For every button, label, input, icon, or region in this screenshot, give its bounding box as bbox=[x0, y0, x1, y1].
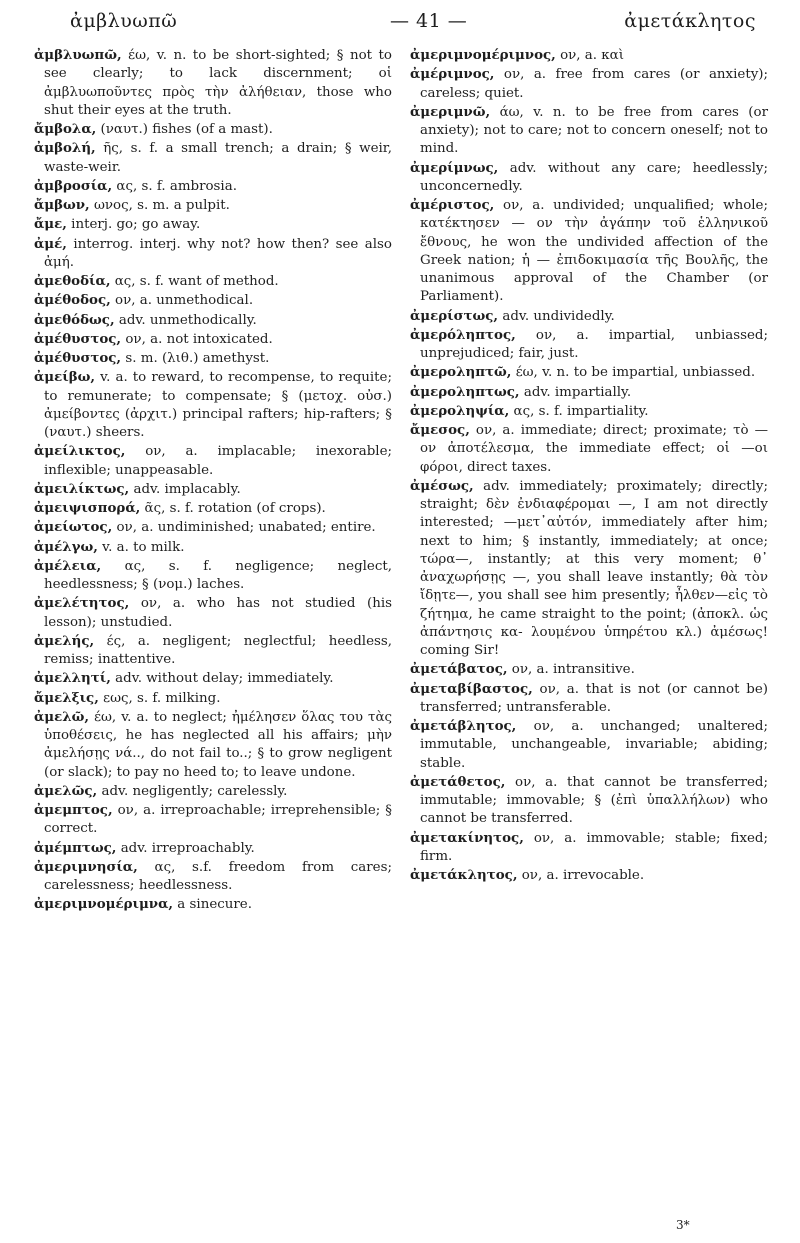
dictionary-entry bbox=[34, 235, 392, 273]
dictionary-entry bbox=[410, 65, 768, 103]
entry-definition: ές, a. negligent; neglectful; heedless, remiss; inattentive. bbox=[44, 633, 392, 667]
entry-headword: ἀμέθυστος, bbox=[34, 330, 122, 347]
entry-headword: ἀμείωτος, bbox=[34, 519, 113, 536]
dictionary-entry bbox=[410, 402, 768, 421]
dictionary-entry bbox=[34, 139, 392, 177]
dictionary-entry bbox=[34, 518, 392, 537]
entry-definition: adv. without any care; heedlessly; unconcernedly. bbox=[420, 160, 768, 194]
entry-definition: ον, a. who has not studied (his lesson); unstudied. bbox=[44, 596, 392, 630]
dictionary-entry bbox=[34, 689, 392, 708]
entry-definition: interj. go; go away. bbox=[66, 217, 201, 233]
entry-definition: ον, a. καὶ bbox=[555, 48, 624, 63]
entry-headword: ἄμεσος, bbox=[410, 422, 470, 438]
entry-headword: ἀμεροληψία, bbox=[410, 402, 510, 419]
entry-definition: ον, a. immovable; stable; fixed; firm. bbox=[420, 830, 768, 864]
entry-headword: ἀμβλυωπῶ, bbox=[34, 47, 122, 63]
entry-definition: ον, a. undiminished; unabated; entire. bbox=[112, 520, 376, 536]
dictionary-entry bbox=[410, 866, 768, 885]
entry-definition: ας, s. f. negligence; neglect, heedlessness; § (νομ.) laches. bbox=[44, 558, 392, 592]
entry-definition: ας, s. f. want of method. bbox=[110, 274, 279, 289]
entry-definition: adv. irreproachably. bbox=[116, 840, 255, 856]
entry-definition: άω, v. n. to be free from cares (or anxiety); not to care; not to concern oneself; not to mind. bbox=[420, 104, 768, 157]
dictionary-entry bbox=[34, 272, 392, 291]
entry-headword: ἀμελής, bbox=[34, 632, 95, 649]
entry-headword: ἀμετάκλητος, bbox=[410, 867, 518, 883]
page-header bbox=[34, 0, 768, 46]
entry-headword: ἀμελέτητος, bbox=[34, 595, 130, 612]
entry-definition: ον, a. unmethodical. bbox=[110, 293, 254, 309]
dictionary-entry bbox=[34, 594, 392, 632]
dictionary-entry bbox=[34, 895, 392, 914]
entry-headword: ἀμέμπτως, bbox=[34, 839, 117, 856]
dictionary-entry bbox=[410, 421, 768, 477]
dictionary-entry bbox=[410, 829, 768, 867]
dictionary-entry bbox=[410, 196, 768, 307]
entry-headword: ἀμείβω, bbox=[34, 369, 96, 386]
dictionary-entry bbox=[410, 326, 768, 364]
dictionary-entry bbox=[410, 46, 768, 65]
dictionary-entry bbox=[34, 538, 392, 557]
dictionary-entry bbox=[34, 215, 392, 234]
signature-mark: 3* bbox=[676, 1218, 690, 1232]
dictionary-entry bbox=[34, 291, 392, 310]
entry-definition: adv. undividedly. bbox=[498, 308, 615, 324]
dictionary-entry bbox=[34, 368, 392, 442]
entry-definition: ᾶς, s. f. rotation (of crops). bbox=[140, 501, 326, 516]
entry-headword: ἀμεριμνησία, bbox=[34, 858, 138, 875]
entry-headword: ἀμείλικτος, bbox=[34, 443, 126, 460]
entry-definition: ας, s. f. impartiality. bbox=[509, 403, 649, 419]
entry-definition: s. m. (λιθ.) amethyst. bbox=[121, 351, 270, 366]
entry-headword: ἀμέθοδος, bbox=[34, 292, 111, 309]
entry-headword: ἀμεθόδως, bbox=[34, 311, 115, 328]
entry-definition: ον, a. immediate; direct; proximate; τὸ —ον ἀποτέλεσμα, the immediate effect; οἱ —οι φόροι, direct taxes. bbox=[420, 423, 768, 475]
entry-definition: ας, s.f. freedom from cares; carelessness; heedlessness. bbox=[44, 859, 392, 893]
dictionary-entry bbox=[34, 557, 392, 595]
entry-definition: ῆς, s. f. a small trench; a drain; § weir, waste-weir. bbox=[44, 141, 392, 175]
entry-definition: adv. impartially. bbox=[519, 384, 632, 400]
entry-headword: ἀμέλεια, bbox=[34, 557, 102, 574]
entry-headword: ἀμεροληπτως, bbox=[410, 383, 520, 400]
entry-headword: ἀμεριμνῶ, bbox=[410, 103, 491, 120]
entry-definition: adv. negligently; carelessly. bbox=[97, 783, 288, 799]
dictionary-entry bbox=[34, 632, 392, 670]
entry-headword: ἀμέλγω, bbox=[34, 538, 98, 555]
entry-definition: ωνος, s. m. a pulpit. bbox=[89, 198, 230, 213]
dictionary-entry bbox=[34, 349, 392, 368]
entry-definition: ον, a. undivided; unqualified; whole; κατέκτησεν — ον τὴν ἀγάπην τοῦ ἑλληνικοῦ ἔθνους, he won the undivided affection of the Greek nation; ἡ — ἐπιδοκιμασία τῆς Βουλῆς, the unanimous approval of the Chamber (or Parliament). bbox=[420, 198, 768, 305]
dictionary-entry bbox=[410, 477, 768, 661]
entry-headword: ἀμετάβατος, bbox=[410, 661, 508, 678]
dictionary-entry bbox=[410, 103, 768, 159]
header-right-guideword: ἀμετάκλητος bbox=[624, 10, 756, 32]
entry-headword: ἀμέριστος, bbox=[410, 197, 495, 213]
columns bbox=[34, 46, 768, 915]
entry-headword: ἀμερόληπτος, bbox=[410, 326, 516, 343]
right-column bbox=[410, 46, 768, 915]
dictionary-entry bbox=[34, 858, 392, 896]
dictionary-entry bbox=[410, 307, 768, 326]
dictionary-entry bbox=[34, 839, 392, 858]
dictionary-entry bbox=[34, 782, 392, 801]
entry-definition: ον, a. implacable; inexorable; inflexible; unappeasable. bbox=[44, 444, 392, 478]
dictionary-entry bbox=[34, 46, 392, 120]
entry-headword: ἀμερίστως, bbox=[410, 307, 499, 324]
entry-headword: ἄμελξις, bbox=[34, 689, 99, 706]
entry-headword: ἀμελῶ, bbox=[34, 708, 90, 725]
entry-definition: ον, a. unchanged; unaltered; immutable, unchangeable, invariable; abiding; stable. bbox=[420, 719, 768, 771]
dictionary-entry bbox=[34, 177, 392, 196]
entry-definition: adv. unmethodically. bbox=[114, 312, 257, 328]
entry-headword: ἀμεροληπτῶ, bbox=[410, 364, 512, 381]
entry-headword: ἀμέριμνος, bbox=[410, 66, 495, 83]
entry-definition: adv. without delay; immediately. bbox=[110, 671, 334, 687]
entry-definition: v. a. to milk. bbox=[97, 539, 185, 555]
dictionary-entry bbox=[34, 120, 392, 139]
entry-headword: ἀμεριμνομέριμνος, bbox=[410, 47, 556, 63]
entry-definition: εως, s. f. milking. bbox=[98, 690, 221, 706]
entry-definition: adv. immediately; proximately; directly; straight; δὲν ἐνδιαφέρομαι —, I am not directly interested; —μετ᾽αὐτόν, immediately after him; next to him; § instantly, immediately; at once; τώρα—, instantly; at this very moment; θ᾽ ἀναχωρήσῃς —, you shall leave instantly; θὰ τὸν ἴδῃτε—, you shall see him presently; ἦλθεν—εἰς τὸ ζήτημα, he came straight to the point; (ἀποκλ. ὡς ἀπάντησις κα- λουμένου ὑπηρέτου κλ.) ἀμέσως! coming Sir! bbox=[420, 478, 768, 658]
dictionary-entry bbox=[410, 660, 768, 679]
dictionary-entry bbox=[410, 159, 768, 197]
entry-definition: έω, v. n. to be impartial, unbiassed. bbox=[511, 365, 756, 381]
entry-headword: ἀμελλητί, bbox=[34, 670, 111, 687]
dictionary-entry bbox=[34, 196, 392, 215]
entry-definition: ον, a. impartial, unbiassed; unprejudiced; fair, just. bbox=[420, 327, 768, 361]
entry-definition: (ναυτ.) fishes (of a mast). bbox=[96, 122, 273, 137]
entry-headword: ἀμερίμνως, bbox=[410, 159, 499, 176]
entry-headword: ἀμεθοδία, bbox=[34, 273, 111, 289]
entry-headword: ἀμεμπτος, bbox=[34, 802, 113, 818]
entry-headword: ἄμε, bbox=[34, 216, 67, 233]
entry-headword: ἀμελῶς, bbox=[34, 782, 98, 799]
entry-definition: ον, a. irreproachable; irreprehensible; § correct. bbox=[44, 803, 392, 837]
dictionary-entry bbox=[410, 773, 768, 829]
entry-headword: ἀμειλίκτως, bbox=[34, 480, 130, 497]
entry-headword: ἄμβολα, bbox=[34, 121, 97, 137]
entry-definition: a sinecure. bbox=[173, 897, 252, 913]
entry-definition: ας, s. f. ambrosia. bbox=[112, 178, 237, 194]
entry-definition: adv. implacably. bbox=[129, 481, 241, 497]
entry-definition: ον, a. free from cares (or anxiety); careless; quiet. bbox=[420, 67, 768, 101]
dictionary-entry bbox=[34, 708, 392, 782]
dictionary-entry bbox=[410, 383, 768, 402]
entry-headword: ἀμέσως, bbox=[410, 477, 474, 494]
dictionary-entry bbox=[34, 669, 392, 688]
dictionary-entry bbox=[34, 480, 392, 499]
entry-definition: ον, a. that cannot be transferred; immutable; immovable; § (ἐπὶ ὑπαλλήλων) who cannot be transferred. bbox=[420, 774, 768, 827]
entry-headword: ἀμεριμνομέριμνα, bbox=[34, 896, 174, 913]
entry-headword: ἀμειψισπορά, bbox=[34, 500, 141, 516]
page-number: — 41 — bbox=[390, 10, 468, 32]
dictionary-entry bbox=[410, 717, 768, 773]
dictionary-entry bbox=[34, 442, 392, 480]
left-column bbox=[34, 46, 392, 915]
entry-headword: ἄμβων, bbox=[34, 197, 90, 213]
entry-headword: ἀμέθυστος, bbox=[34, 350, 122, 366]
entry-definition: ον, a. intransitive. bbox=[507, 662, 635, 678]
entry-headword: ἀμετάβλητος, bbox=[410, 718, 517, 734]
entry-definition: ον, a. irrevocable. bbox=[517, 868, 645, 883]
entry-headword: ἀμβροσία, bbox=[34, 177, 113, 194]
dictionary-entry bbox=[410, 363, 768, 382]
entry-definition: ον, a. not intoxicated. bbox=[121, 331, 273, 347]
entry-definition: έω, v. a. to neglect; ἠμέλησεν ὅλας του τὰς ὑποθέσεις, he has neglected all his affairs; μὴν ἀμελήσῃς νά.., do not fail to..; § to grow negligent (or slack); to pay no heed to; to leave undone. bbox=[44, 709, 392, 780]
entry-headword: ἀμέ, bbox=[34, 235, 67, 252]
entry-headword: ἀμετακίνητος, bbox=[410, 829, 524, 846]
dictionary-entry bbox=[34, 499, 392, 518]
entry-definition: interrog. interj. why not? how then? see also ἀμή. bbox=[44, 236, 392, 270]
dictionary-entry bbox=[34, 311, 392, 330]
header-left-guideword: ἀμβλυωπῶ bbox=[70, 10, 178, 32]
dictionary-entry bbox=[410, 680, 768, 718]
entry-definition: v. a. to reward, to recompense, to requite; to remunerate; to compensate; § (μετοχ. οὐσ.) ἀμείβοντες (ἀρχιτ.) principal rafters; hip-rafters; § (ναυτ.) sheers. bbox=[44, 370, 392, 440]
entry-headword: ἀμβολή, bbox=[34, 140, 96, 157]
dictionary-entry bbox=[34, 801, 392, 839]
entry-headword: ἀμετάθετος, bbox=[410, 773, 506, 790]
entry-headword: ἀμεταβίβαστος, bbox=[410, 680, 533, 697]
dictionary-entry bbox=[34, 330, 392, 349]
entry-definition: έω, v. n. to be short-sighted; § not to see clearly; to lack discernment; οἱ ἀμβλυωποῦντες πρὸς τὴν ἀλήθειαν, those who shut their eyes at the truth. bbox=[44, 48, 392, 118]
entry-definition: ον, a. that is not (or cannot be) transferred; untransferable. bbox=[420, 681, 768, 715]
